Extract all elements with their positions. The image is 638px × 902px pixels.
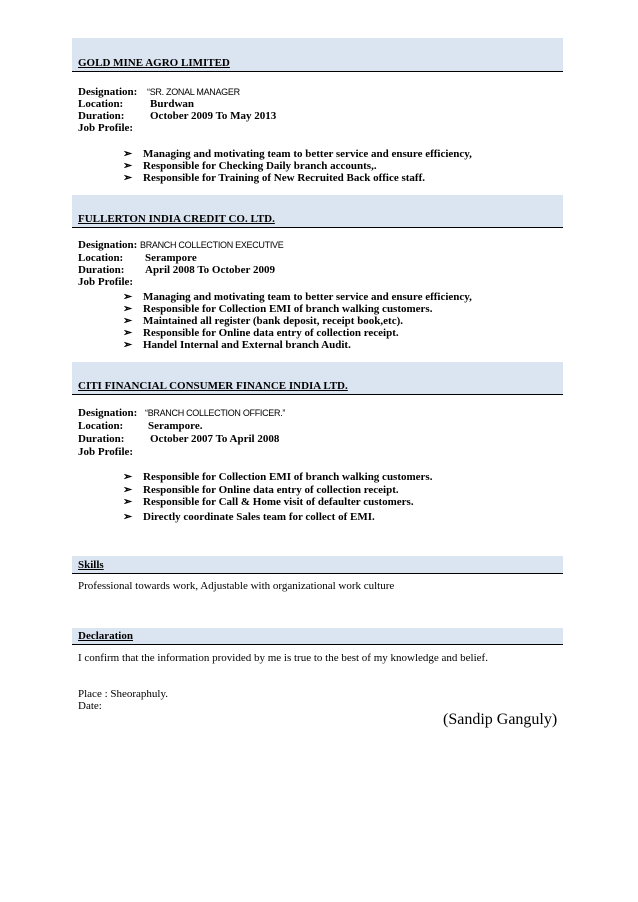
section-band-fullerton (72, 195, 563, 228)
section-band-gold-mine (72, 38, 563, 72)
designation-label: Designation: (78, 86, 138, 98)
job-profile-label: Job Profile: (78, 276, 134, 288)
list-item: ➢ Responsible for Call & Home visit of defaulter customers. (123, 496, 414, 508)
list-item: ➢ Managing and motivating team to better service and ensure efficiency, (123, 291, 472, 303)
arrow-bullet-icon: ➢ (123, 327, 133, 339)
signature-name: (Sandip Ganguly) (443, 711, 558, 728)
company-name: GOLD MINE AGRO LIMITED (78, 57, 230, 69)
duration-value: April 2008 To October 2009 (145, 264, 275, 276)
location-value: Burdwan (150, 98, 195, 110)
designation-label: Designation: (78, 407, 138, 419)
list-item: ➢ Handel Internal and External branch Audit. (123, 339, 351, 351)
designation-value: “SR. ZONAL MANAGER (147, 87, 240, 97)
duration-value: October 2007 To April 2008 (150, 433, 280, 445)
arrow-bullet-icon: ➢ (123, 315, 133, 327)
list-item: ➢ Responsible for Collection EMI of branch walking customers. (123, 471, 433, 483)
declaration-heading-band (72, 628, 563, 645)
list-item: ➢ Maintained all register (bank deposit, receipt book,etc). (123, 315, 404, 327)
arrow-bullet-icon: ➢ (123, 303, 133, 315)
location-value: Serampore. (148, 420, 203, 432)
job-profile-label: Job Profile: (78, 122, 134, 134)
place-line: Place : Sheoraphuly. (78, 688, 169, 700)
duration-label: Duration: (78, 110, 125, 122)
list-item: ➢ Managing and motivating team to better service and ensure efficiency, (123, 148, 472, 160)
arrow-bullet-icon: ➢ (123, 511, 133, 523)
location-value: Serampore (145, 252, 197, 264)
designation-value: BRANCH COLLECTION EXECUTIVE (140, 240, 284, 250)
location-label: Location: (78, 252, 124, 264)
company-name: FULLERTON INDIA CREDIT CO. LTD. (78, 213, 275, 225)
job-profile-label: Job Profile: (78, 446, 134, 458)
list-item: ➢ Responsible for Online data entry of collection receipt. (123, 484, 399, 496)
list-item: ➢ Responsible for Training of New Recruited Back office staff. (123, 172, 425, 184)
declaration-heading: Declaration (78, 630, 133, 642)
arrow-bullet-icon: ➢ (123, 291, 133, 303)
arrow-bullet-icon: ➢ (123, 484, 133, 496)
date-line: Date: (78, 700, 102, 712)
arrow-bullet-icon: ➢ (123, 496, 133, 508)
location-label: Location: (78, 98, 124, 110)
location-label: Location: (78, 420, 124, 432)
arrow-bullet-icon: ➢ (123, 339, 133, 351)
arrow-bullet-icon: ➢ (123, 471, 133, 483)
list-item: ➢ Responsible for Online data entry of collection receipt. (123, 327, 399, 339)
arrow-bullet-icon: ➢ (123, 148, 133, 160)
duration-label: Duration: (78, 264, 125, 276)
skills-heading-band (72, 556, 563, 574)
skills-heading: Skills (78, 559, 104, 571)
declaration-text: I confirm that the information provided by me is true to the best of my knowledge and belief. (78, 652, 488, 664)
section-band-citi-financial (72, 362, 563, 395)
list-item: ➢ Responsible for Collection EMI of branch walking customers. (123, 303, 433, 315)
designation-value: “BRANCH COLLECTION OFFICER.” (145, 408, 286, 418)
company-name: CITI FINANCIAL CONSUMER FINANCE INDIA LTD. (78, 380, 348, 392)
arrow-bullet-icon: ➢ (123, 172, 133, 184)
arrow-bullet-icon: ➢ (123, 160, 133, 172)
designation-label: Designation: (78, 239, 138, 251)
skills-text: Professional towards work, Adjustable with organizational work culture (78, 580, 395, 592)
list-item: ➢ Responsible for Checking Daily branch accounts,. (123, 160, 377, 172)
list-item: ➢ Directly coordinate Sales team for collect of EMI. (123, 511, 375, 523)
duration-value: October 2009 To May 2013 (150, 110, 277, 122)
duration-label: Duration: (78, 433, 125, 445)
